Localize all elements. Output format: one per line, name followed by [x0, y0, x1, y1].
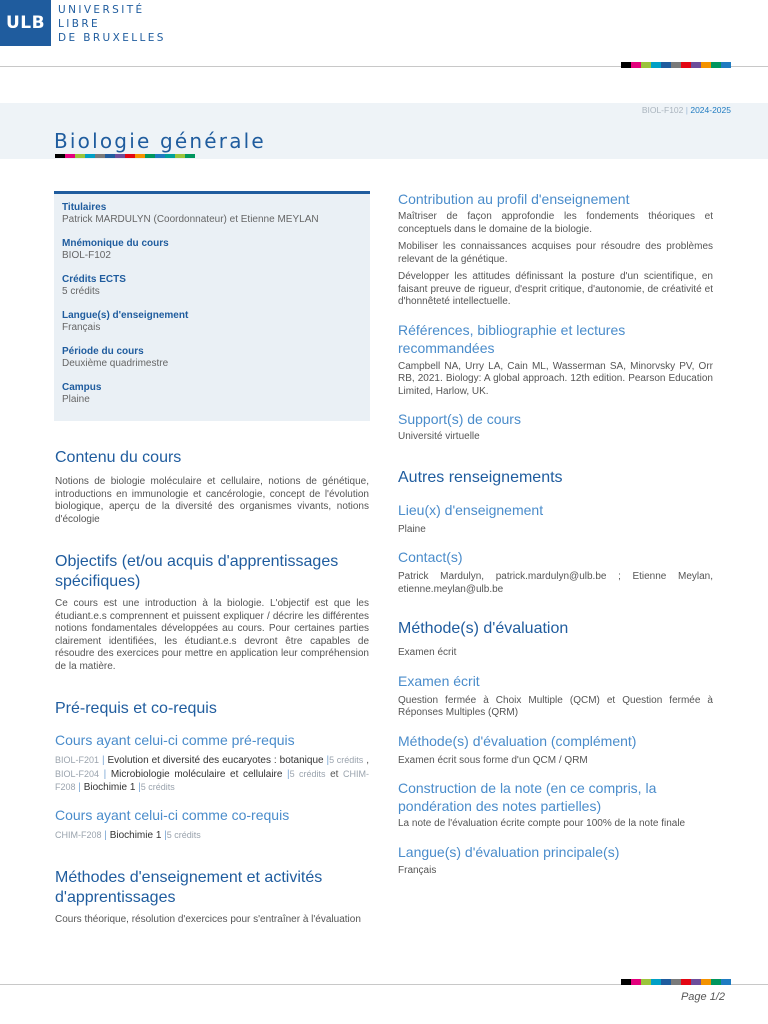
color-swatch	[671, 979, 681, 985]
corequis-list	[55, 829, 369, 843]
color-swatch	[691, 979, 701, 985]
contribution-text-3: Développer les attitudes définissant la posture d'un scientifique, en faisant preuve de rigueur, d'esprit critique, d'autonomie, de créativité et d'honnêteté intellectuelle.	[398, 271, 713, 307]
methodes-heading: Méthodes d'enseignement et activités d'apprentissages	[55, 869, 323, 906]
info-label: Campus	[62, 382, 102, 393]
color-swatch	[75, 154, 85, 158]
color-swatch	[95, 154, 105, 158]
prereq-comma: ,	[366, 755, 370, 766]
coreq-course-link[interactable]: Biochimie 1	[109, 829, 162, 841]
contenu-heading: Contenu du cours	[55, 449, 182, 466]
info-value: 5 crédits	[62, 286, 100, 297]
color-swatch	[721, 62, 731, 68]
color-swatch	[55, 154, 65, 158]
prereq-course-link[interactable]: Evolution et diversité des eucaryotes : botanique	[107, 755, 324, 766]
complement-heading: Méthode(s) d'évaluation (complément)	[398, 732, 637, 749]
prereq-credits: 5 crédits	[329, 755, 364, 765]
course-title: Biologie générale	[54, 129, 266, 153]
autres-heading: Autres renseignements	[398, 468, 563, 486]
references-heading: Références, bibliographie et lectures recommandées	[398, 321, 626, 356]
references-text: Campbell NA, Urry LA, Cain ML, Wasserman SA, Minorvsky PV, Orr RB, 2021. Biology: A global approach. 12th edition. Pearson Education Limited, Harlow, UK.	[398, 360, 713, 397]
pipe-separator: |	[103, 768, 107, 780]
pipe-separator: |	[104, 829, 107, 841]
contribution-heading: Contribution au profil d'enseignement	[398, 191, 630, 207]
complement-text: Examen écrit sous forme d'un QCM / QRM	[398, 754, 588, 766]
color-swatch	[641, 62, 651, 68]
code-year-separator: |	[685, 105, 691, 115]
title-color-strip	[55, 154, 195, 158]
objectifs-text: Ce cours est une introduction à la biologie. L'objectif est que les étudiant.e.s comprennent et puissent expliquer / décrire les différentes notions fondamentales développées au cours. Pour certaines parties clairement identifiées, les étudiant.e.s devront être capables de résoudre des exercices pour mettre en application leur compréhension de la matière.	[55, 598, 369, 672]
prereq-credits: 5 crédits	[140, 782, 175, 792]
color-swatch	[165, 154, 175, 158]
info-label: Mnémonique du cours	[62, 238, 169, 249]
coreq-credits: 5 crédits	[166, 829, 201, 840]
pipe-separator: |	[287, 768, 290, 780]
color-swatch	[681, 62, 691, 68]
support-heading: Support(s) de cours	[398, 411, 521, 427]
pipe-separator: |	[326, 755, 330, 766]
color-swatch	[621, 62, 631, 68]
color-swatch	[85, 154, 95, 158]
ulb-logo: ULB	[0, 0, 51, 46]
pipe-separator: |	[78, 782, 81, 793]
header-color-strip	[621, 62, 731, 68]
contribution-text-2: Mobiliser les connaissances acquises pour résoudre des problèmes relevant de la génétique.	[398, 241, 713, 265]
contenu-text: Notions de biologie moléculaire et cellulaire, notions de génétique, introductions en immunologie et cancérologie, concept de l'évolution biologique, aperçu de la diversité des organismes vivants, notions d'écologie	[55, 476, 369, 525]
corequis-subheading: Cours ayant celui-ci comme co-requis	[55, 806, 290, 823]
right-column	[398, 190, 713, 877]
lieu-heading: Lieu(x) d'enseignement	[398, 501, 544, 518]
info-label: Période du cours	[62, 346, 144, 357]
color-swatch	[711, 979, 721, 985]
examen-ecrit-heading: Examen écrit	[398, 672, 480, 689]
color-swatch	[145, 154, 155, 158]
university-name-line-1: UNIVERSITÉ	[58, 4, 145, 16]
color-swatch	[661, 62, 671, 68]
color-swatch	[701, 979, 711, 985]
color-swatch	[711, 62, 721, 68]
university-name-line-3: DE BRUXELLES	[58, 32, 166, 44]
pipe-separator: |	[164, 829, 167, 841]
info-label: Titulaires	[62, 202, 107, 213]
pipe-separator: |	[138, 782, 141, 793]
course-code: BIOL-F102	[641, 105, 684, 115]
prerequis-subheading: Cours ayant celui-ci comme pré-requis	[55, 732, 295, 748]
color-swatch	[631, 979, 641, 985]
contact-heading: Contact(s)	[398, 549, 463, 565]
examen-ecrit-text: Question fermée à Choix Multiple (QCM) et Question fermée à Réponses Multiples (QRM)	[398, 694, 713, 718]
prereq-credits: 5 crédits	[289, 768, 326, 779]
prereq-course-link[interactable]: Microbiologie moléculaire et cellulaire	[110, 768, 283, 780]
color-swatch	[681, 979, 691, 985]
color-swatch	[135, 154, 145, 158]
contribution-text-1: Maîtriser de façon approfondie les fondements théoriques et conceptuels dans le domaine de la biologie.	[398, 211, 713, 235]
footer-color-strip	[621, 979, 731, 985]
color-swatch	[671, 62, 681, 68]
color-swatch	[155, 154, 165, 158]
prereq-course-link[interactable]: Biochimie 1	[83, 782, 136, 793]
left-column	[55, 448, 369, 927]
prereq-code: CHIM-F208	[55, 768, 370, 792]
methode-evaluation-text: Examen écrit	[398, 647, 457, 658]
construction-heading: Construction de la note (en ce compris, la pondération des notes partielles)	[398, 780, 657, 814]
prereq-code: BIOL-F201	[55, 755, 100, 765]
university-name	[58, 3, 166, 45]
university-name-line-2: LIBRE	[58, 18, 101, 30]
info-value: Plaine	[62, 394, 90, 405]
info-label: Langue(s) d'enseignement	[62, 310, 189, 321]
methode-evaluation-heading: Méthode(s) d'évaluation	[398, 620, 569, 637]
color-swatch	[621, 979, 631, 985]
color-swatch	[691, 62, 701, 68]
info-value: BIOL-F102	[62, 250, 111, 261]
course-info-box	[54, 191, 370, 421]
info-value: Deuxième quadrimestre	[62, 358, 169, 369]
color-swatch	[641, 979, 651, 985]
langue-evaluation-text: Français	[398, 864, 437, 876]
methodes-text: Cours théorique, résolution d'exercices pour s'entraîner à l'évaluation	[55, 914, 361, 925]
color-swatch	[651, 62, 661, 68]
academic-year: 2024-2025	[690, 105, 731, 115]
prereq-code: BIOL-F204	[55, 768, 100, 779]
color-swatch	[115, 154, 125, 158]
pipe-separator: |	[101, 755, 105, 766]
prereq-and: et	[330, 768, 339, 780]
support-text: Université virtuelle	[398, 431, 480, 442]
construction-text: La note de l'évaluation écrite compte pour 100% de la note finale	[398, 818, 686, 829]
contact-text: Patrick Mardulyn, patrick.mardulyn@ulb.be ; Etienne Meylan, etienne.meylan@ulb.be	[398, 571, 713, 595]
color-swatch	[651, 979, 661, 985]
color-swatch	[175, 154, 185, 158]
color-swatch	[185, 154, 195, 158]
page-number: Page 1/2	[680, 991, 725, 1003]
info-value: Patrick MARDULYN (Coordonnateur) et Etienne MEYLAN	[62, 214, 319, 225]
color-swatch	[661, 979, 671, 985]
prerequis-heading: Pré-requis et co-requis	[55, 700, 217, 717]
color-swatch	[721, 979, 731, 985]
objectifs-heading: Objectifs (et/ou acquis d'apprentissages spécifiques)	[55, 553, 339, 590]
info-value: Français	[62, 322, 101, 333]
color-swatch	[65, 154, 75, 158]
color-swatch	[701, 62, 711, 68]
lieu-text: Plaine	[398, 523, 426, 535]
color-swatch	[125, 154, 135, 158]
langue-evaluation-heading: Langue(s) d'évaluation principale(s)	[398, 843, 620, 860]
color-swatch	[105, 154, 115, 158]
coreq-code: CHIM-F208	[55, 829, 102, 840]
color-swatch	[631, 62, 641, 68]
info-label: Crédits ECTS	[62, 274, 126, 285]
course-code-year	[642, 105, 731, 115]
prerequis-list	[55, 754, 369, 795]
